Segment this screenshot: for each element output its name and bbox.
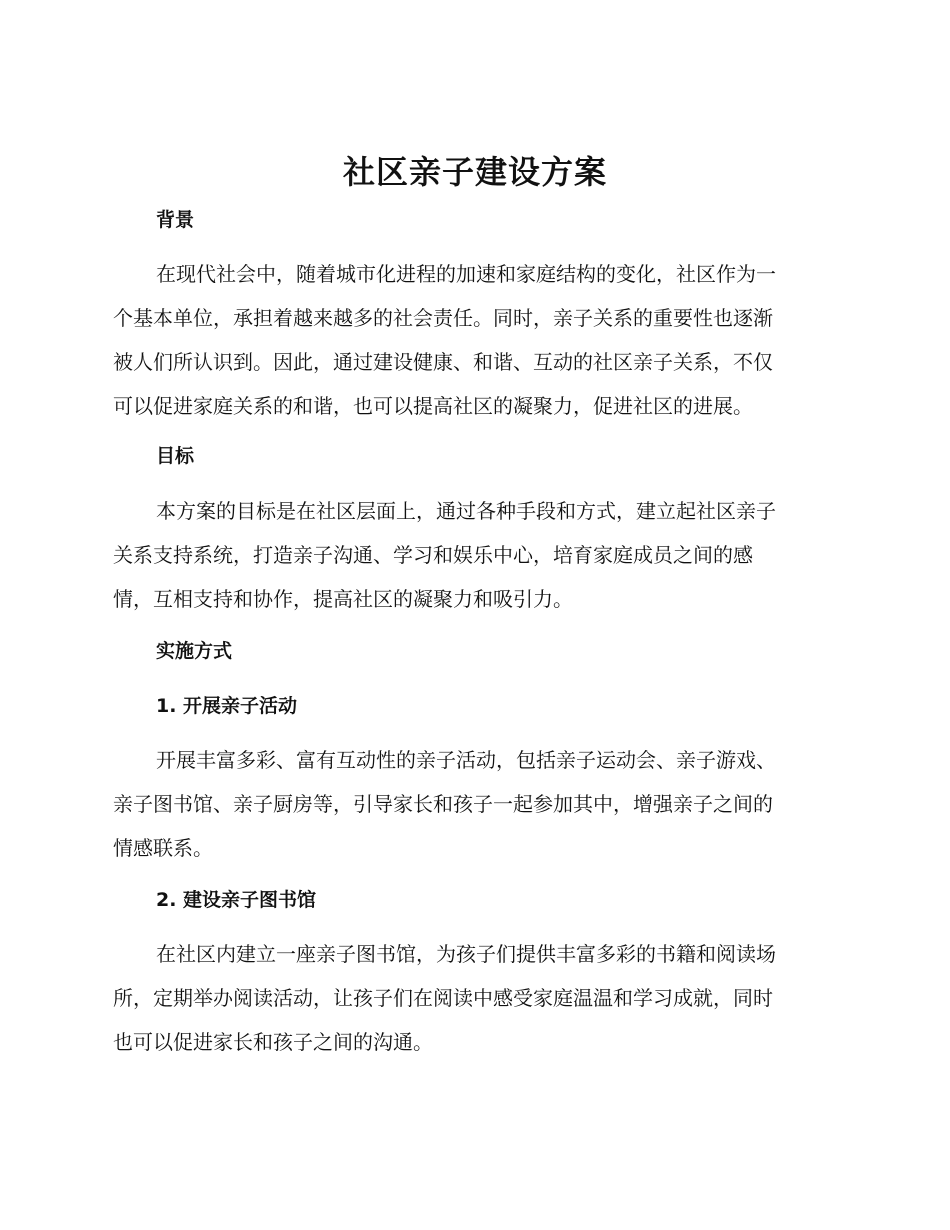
- paragraph-line: 开展丰富多彩、富有互动性的亲子活动，包括亲子运动会、亲子游戏、: [156, 748, 776, 772]
- section-heading-goal: 目标: [156, 445, 195, 467]
- paragraph-line: 情感联系。: [113, 836, 213, 860]
- document-title: 社区亲子建设方案: [342, 153, 607, 191]
- paragraph-activities: [113, 738, 843, 870]
- paragraph-line: 也可以促进家长和孩子之间的沟通。: [113, 1030, 433, 1054]
- paragraph-line: 在社区内建立一座亲子图书馆，为孩子们提供丰富多彩的书籍和阅读场: [156, 942, 776, 966]
- section-heading-implementation: 实施方式: [156, 640, 233, 662]
- paragraph-line: 关系支持系统，打造亲子沟通、学习和娱乐中心，培育家庭成员之间的感: [113, 543, 753, 567]
- paragraph-line: 情，互相支持和协作，提高社区的凝聚力和吸引力。: [113, 587, 573, 611]
- paragraph-goal: [113, 489, 843, 621]
- paragraph-line: 可以促进家庭关系的和谐，也可以提高社区的凝聚力，促进社区的进展。: [113, 394, 753, 418]
- subsection-heading-activities: 1. 开展亲子活动: [156, 695, 298, 717]
- paragraph-line: 亲子图书馆、亲子厨房等，引导家长和孩子一起参加其中，增强亲子之间的: [113, 792, 773, 816]
- section-heading-background: 背景: [156, 209, 195, 231]
- paragraph-line: 所，定期举办阅读活动，让孩子们在阅读中感受家庭温温和学习成就，同时: [113, 986, 773, 1010]
- paragraph-line: 被人们所认识到。因此，通过建设健康、和谐、互动的社区亲子关系，不仅: [113, 350, 773, 374]
- paragraph-line: 本方案的目标是在社区层面上，通过各种手段和方式，建立起社区亲子: [156, 499, 776, 523]
- paragraph-background: [113, 252, 843, 428]
- paragraph-library: [113, 932, 843, 1064]
- paragraph-line: 在现代社会中，随着城市化进程的加速和家庭结构的变化，社区作为一: [156, 262, 776, 286]
- paragraph-line: 个基本单位，承担着越来越多的社会责任。同时，亲子关系的重要性也逐渐: [113, 306, 773, 330]
- subsection-heading-library: 2. 建设亲子图书馆: [156, 889, 317, 911]
